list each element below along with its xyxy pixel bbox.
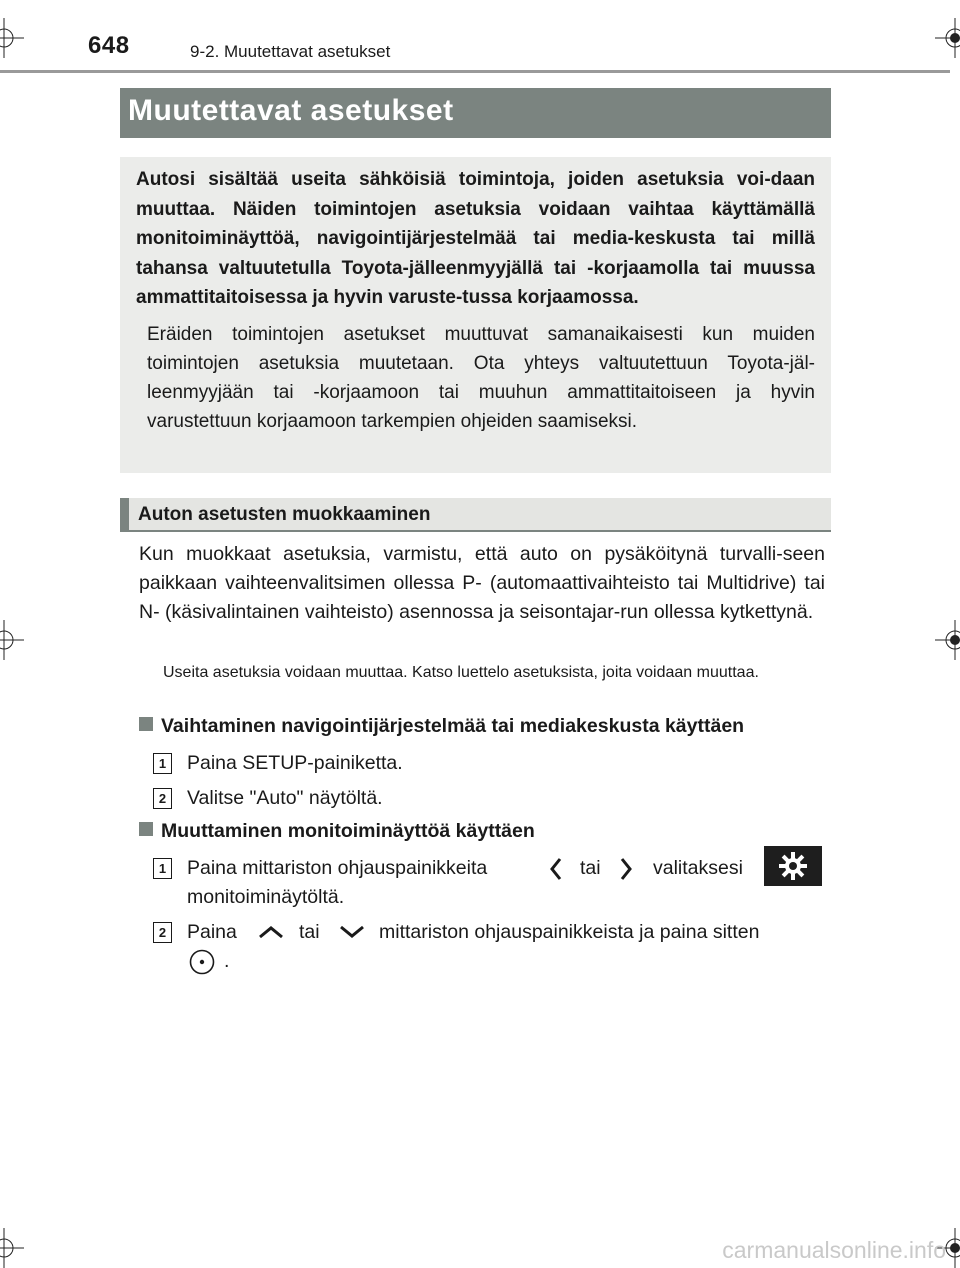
crop-mark-bottom-left: [0, 1228, 24, 1268]
settings-display-icon-box: [764, 846, 822, 886]
intro-text: Autosi sisältää useita sähköisiä toimintoja, joiden asetuksia voi-daan muuttaa. Näiden toimintojen asetuksia voidaan vaihtaa käyttämällä monitoiminäyttöä, navigointijärjestelmää tai media-keskusta tai millä tahansa valtuutetulla Toyota-jälleenmyyjällä tai -korjaamolla tai muussa ammattitaitoisessa ja hyvin varuste-tussa korjaamossa.: [136, 169, 815, 309]
crop-mark-top-left: [0, 18, 24, 58]
watermark: carmanualsonline.info: [722, 1237, 946, 1263]
nav-method-heading: Vaihtaminen navigointijärjestelmää tai mediakeskusta käyttäen: [139, 715, 744, 738]
intro-note: Eräiden toimintojen asetukset muuttuvat samanaikaisesti kun muiden toimintojen asetuksia muutetaan. Ota yhteys valtuutettuun Toyota-jäl-leenmyyjään tai -korjaamoon tai muuhun ammattitaitoiseen ja hyvin varustettuun korjaamoon tarkempien ohjeiden saamiseksi.: [147, 323, 815, 432]
mfd-step-1-text-b: valitaksesi: [653, 857, 743, 879]
crop-mark-mid-right: [935, 620, 960, 660]
gear-icon: [764, 846, 822, 886]
chevron-right-icon: [618, 856, 634, 882]
crop-mark-top-right: [935, 18, 960, 58]
chevron-down-icon: [337, 924, 367, 940]
section-small-note: Useita asetuksia voidaan muuttaa. Katso luettelo asetuksista, joita voidaan muuttaa.: [163, 664, 759, 681]
mfd-step-2-text-a: Paina: [187, 921, 237, 943]
chevron-up-icon: [256, 924, 286, 940]
crop-mark-mid-left: [0, 620, 24, 660]
mfd-step-1-or: tai: [580, 857, 601, 879]
step-number: 2: [153, 788, 172, 809]
mfd-step-2-or: tai: [299, 921, 320, 943]
square-bullet-icon: [139, 822, 153, 836]
step-number: 1: [153, 753, 172, 774]
running-title: 9-2. Muutettavat asetukset: [190, 42, 391, 61]
enter-button-icon: [188, 948, 216, 976]
step-number: 1: [153, 858, 172, 879]
mfd-step-1-text-c: monitoiminäytöltä.: [187, 886, 345, 908]
section-paragraph: Kun muokkaat asetuksia, varmistu, että auto on pysäköitynä turvalli-seen paikkaan vaihteenvalitsimen ollessa P- (automaattivaihteisto tai Multidrive) tai N- (käsivalintainen vaihteisto) asennossa ja seisontajar-run ollessa kytkettynä.: [139, 543, 825, 623]
intro-box: [120, 157, 831, 473]
step-number: 2: [153, 922, 172, 943]
section-heading: Auton asetusten muokkaaminen: [120, 498, 831, 532]
mfd-step-1-text-a: Paina mittariston ohjauspainikkeita: [187, 857, 488, 879]
mfd-step-2-end: .: [224, 950, 230, 972]
mfd-method-heading: Muuttaminen monitoiminäyttöä käyttäen: [139, 820, 535, 843]
page-title: Muutettavat asetukset: [120, 88, 831, 138]
mfd-step-2-text-b: mittariston ohjauspainikkeista ja paina sitten: [379, 921, 760, 943]
chevron-left-icon: [548, 856, 564, 882]
square-bullet-icon: [139, 717, 153, 731]
nav-step-1-text: Paina SETUP-painiketta.: [187, 752, 403, 774]
page-number: 648: [88, 32, 130, 59]
nav-step-2-text: Valitse "Auto" näytöltä.: [187, 787, 383, 809]
header-rule: [0, 70, 950, 73]
